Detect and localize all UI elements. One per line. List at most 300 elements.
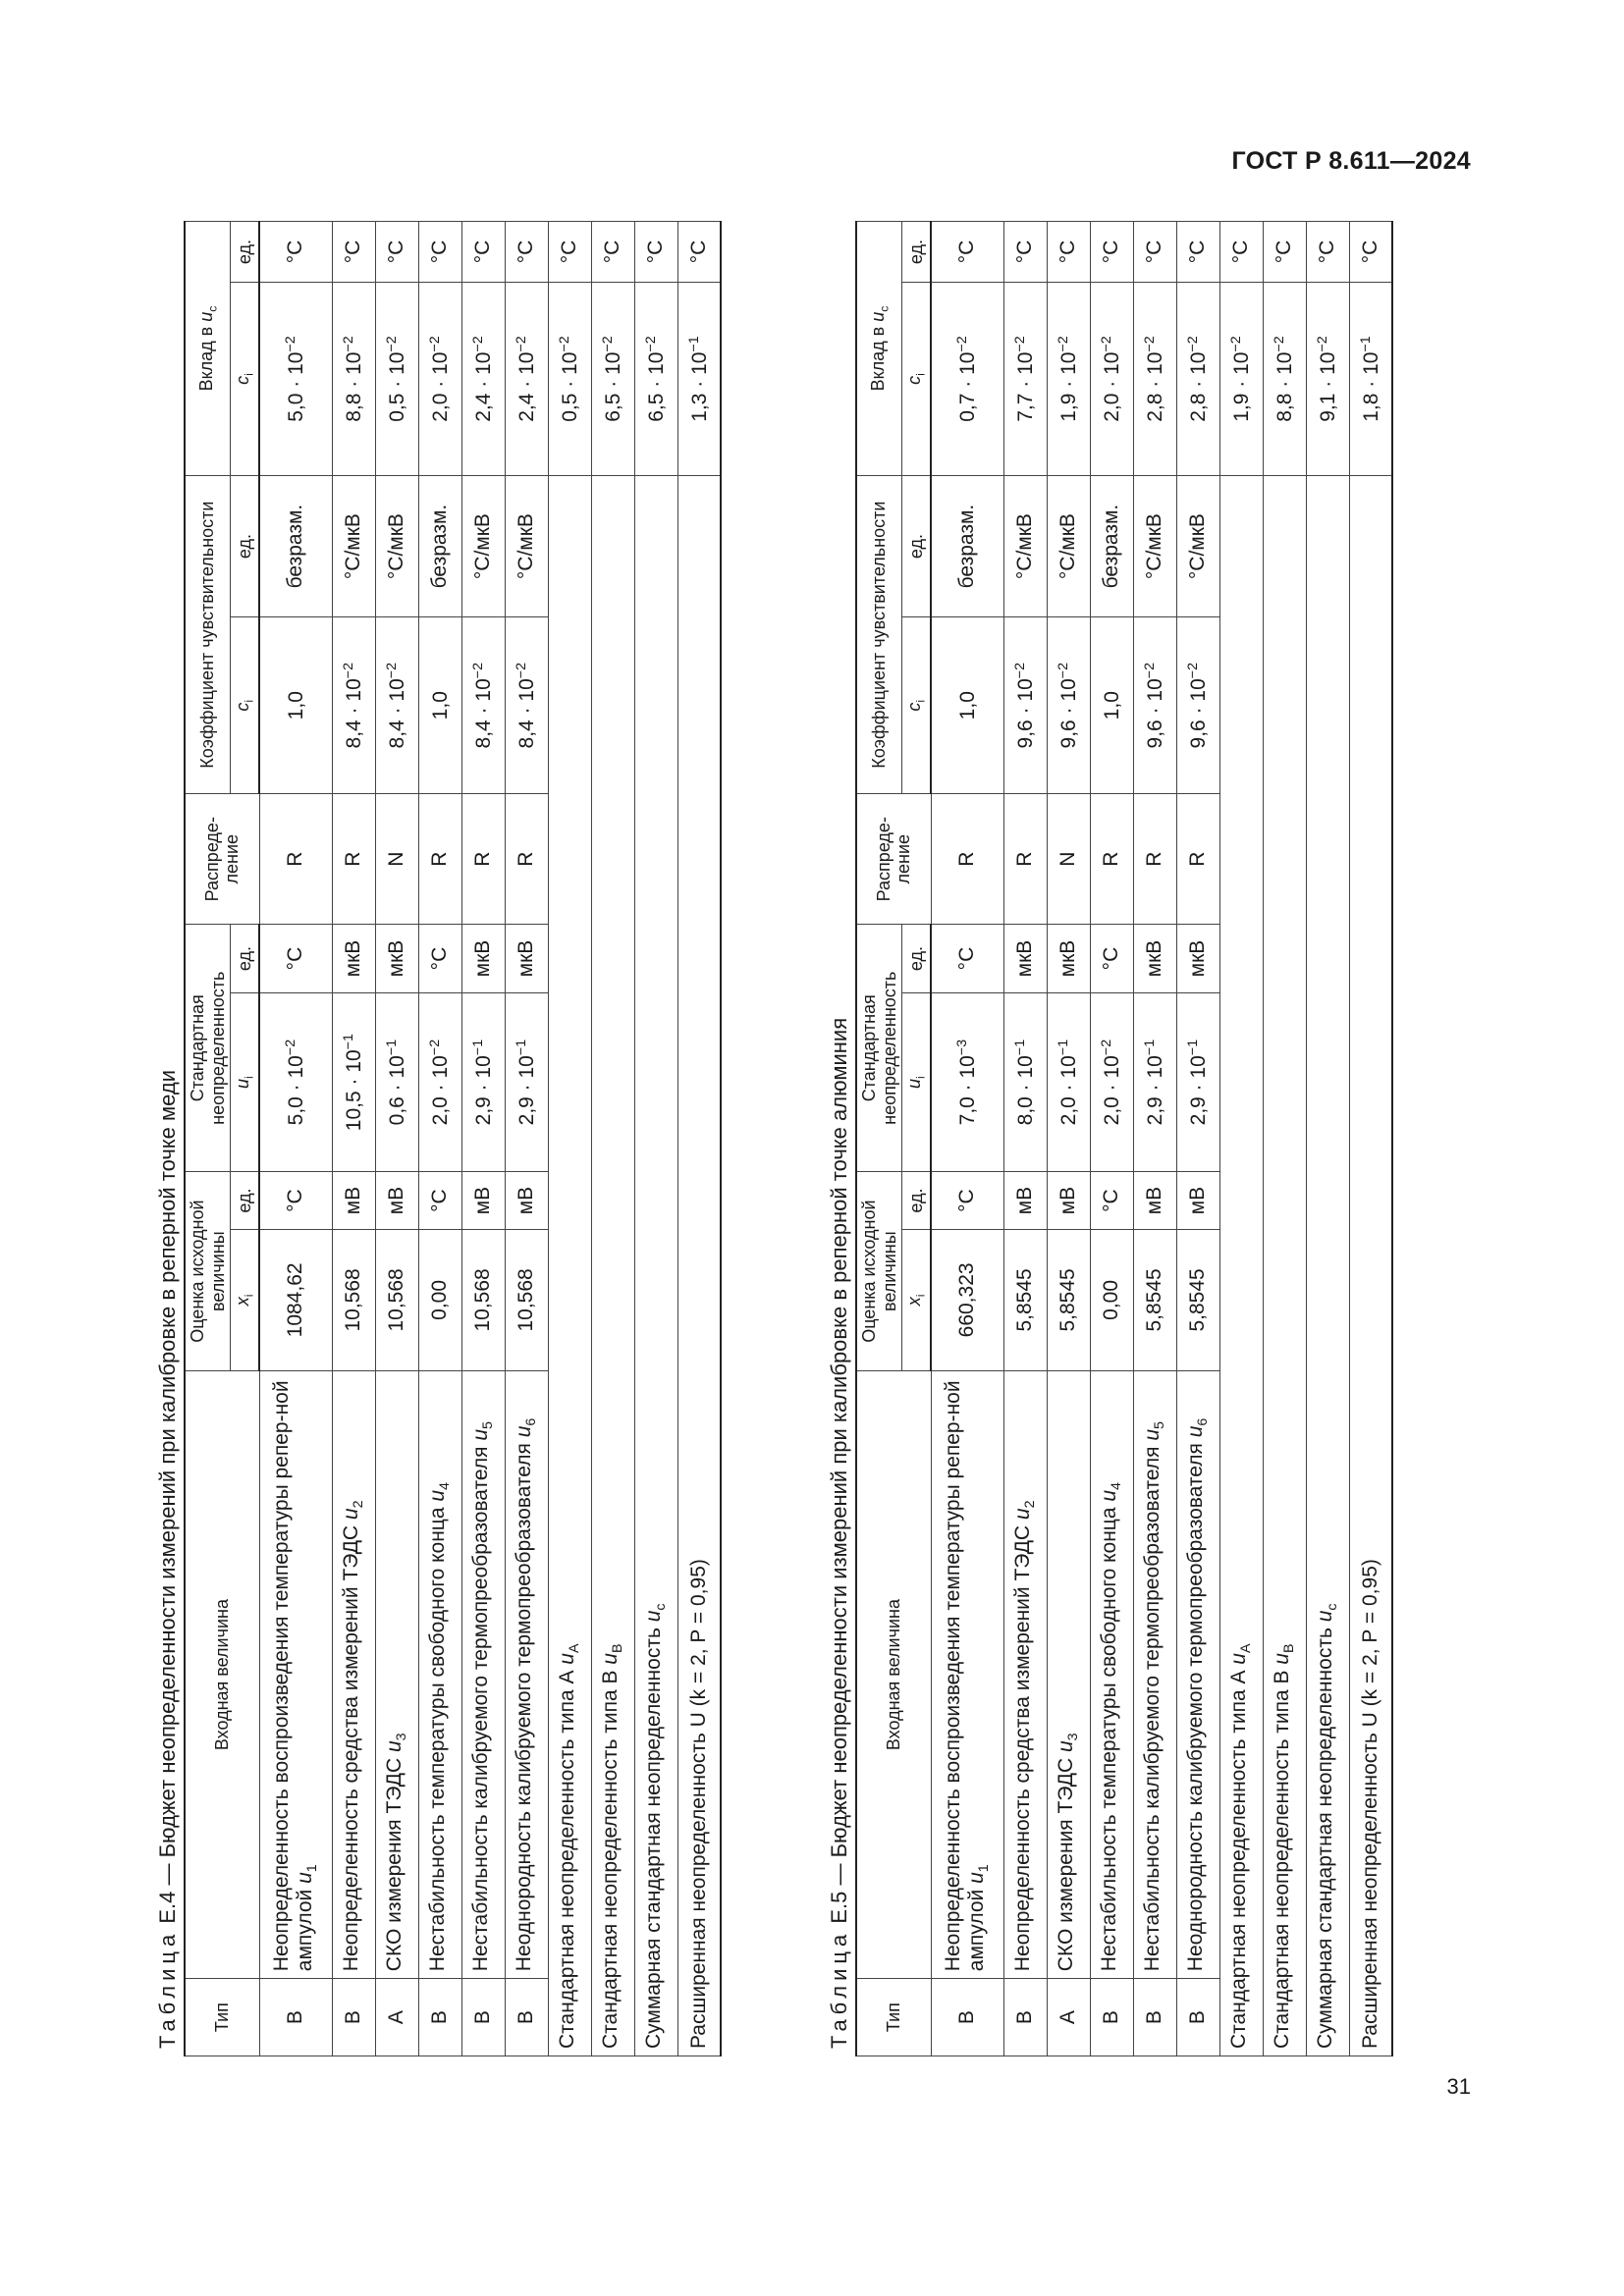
- cell-distribution: R: [931, 794, 1003, 925]
- cell-type: B: [505, 1979, 548, 2056]
- cell-contribution: [259, 282, 332, 475]
- symbol-index: 3: [1065, 1733, 1082, 1741]
- value-exponent: −2: [1185, 336, 1202, 352]
- cell-sensitivity: [1133, 617, 1176, 794]
- value-mantissa: 8,4 · 10: [386, 678, 409, 749]
- cell-input: [931, 1370, 1003, 1978]
- cell-sensitivity-unit: безразм.: [259, 476, 332, 617]
- value-mantissa: 1,0: [1101, 691, 1124, 721]
- cell-sensitivity: [375, 617, 418, 794]
- value-exponent: −2: [954, 336, 971, 352]
- input-label: Нестабильность калибруемого термопреобразователя: [1141, 1440, 1164, 1972]
- cell-estimate: 10,568: [332, 1229, 375, 1370]
- col-unit-header: ед.: [231, 222, 259, 283]
- input-label: Неопределенность средства измерений ТЭДС: [1011, 1520, 1035, 1972]
- value-exponent: −2: [1142, 336, 1159, 352]
- symbol: u: [1314, 1610, 1337, 1623]
- value-exponent: −1: [470, 1039, 487, 1056]
- summary-label: [1219, 476, 1263, 2056]
- symbol-index: c: [653, 1603, 670, 1611]
- symbol-index: i: [242, 699, 256, 703]
- summary-label: [591, 476, 634, 2056]
- table-row: [418, 222, 461, 2056]
- cell-type: A: [1047, 1979, 1090, 2056]
- table-row: [1090, 222, 1133, 2056]
- value-mantissa: 7,0 · 10: [956, 1055, 980, 1126]
- cell-contribution-unit: °C: [505, 222, 548, 283]
- symbol: c: [904, 702, 925, 712]
- symbol-index: 5: [1152, 1421, 1168, 1429]
- cell-contribution-unit: °C: [1003, 222, 1047, 283]
- col-type-header: Тип: [185, 1979, 259, 2056]
- value-exponent: −2: [341, 662, 357, 679]
- symbol-index: 1: [304, 1864, 321, 1873]
- value-exponent: −2: [470, 336, 487, 352]
- value-mantissa: 7,7 · 10: [1014, 351, 1038, 422]
- symbol-index: i: [913, 373, 928, 376]
- cell-distribution: R: [1003, 794, 1047, 925]
- value-exponent: −2: [514, 336, 530, 352]
- symbol: c: [233, 375, 253, 385]
- value-exponent: −2: [1142, 662, 1159, 679]
- cell-contribution-unit: °C: [375, 222, 418, 283]
- value-mantissa: 0,5 · 10: [386, 351, 409, 422]
- summary-row: [677, 222, 721, 2056]
- cell-sensitivity-unit: °C/мкВ: [1003, 476, 1047, 617]
- value-mantissa: 2,0 · 10: [429, 351, 453, 422]
- cell-sensitivity-unit: °C/мкВ: [1176, 476, 1219, 617]
- value-exponent: −1: [1185, 1039, 1202, 1056]
- cell-sensitivity-unit: °C/мкВ: [1133, 476, 1176, 617]
- cell-estimate-unit: мВ: [1176, 1172, 1219, 1230]
- uncertainty-budget-table: [855, 221, 1393, 2056]
- cell-type: B: [1176, 1979, 1219, 2056]
- cell-std-uncertainty-unit: мкВ: [1003, 925, 1047, 993]
- cell-sensitivity-unit: безразм.: [1090, 476, 1133, 617]
- symbol: u: [642, 1610, 666, 1623]
- cell-estimate-unit: °C: [259, 1172, 332, 1230]
- col-unit-header: ед.: [231, 476, 259, 617]
- col-x-header: [231, 1229, 259, 1370]
- summary-contribution: [634, 282, 677, 475]
- value-mantissa: 2,9 · 10: [1187, 1055, 1211, 1126]
- value-mantissa: 2,8 · 10: [1187, 351, 1211, 422]
- summary-text: Стандартная неопределенность типа А: [1227, 1664, 1251, 2049]
- summary-row: [634, 222, 677, 2056]
- input-label: Неопределенность воспроизведения температуры репер-ной ампулой: [270, 1380, 317, 1972]
- cell-std-uncertainty-unit: мкВ: [332, 925, 375, 993]
- cell-estimate: 10,568: [505, 1229, 548, 1370]
- symbol-index: A: [567, 1643, 583, 1653]
- cell-sensitivity: [1047, 617, 1090, 794]
- summary-contribution-unit: °C: [634, 222, 677, 283]
- symbol-index: i: [913, 1076, 928, 1079]
- value-exponent: −2: [341, 336, 357, 352]
- symbol: u: [1141, 1428, 1164, 1441]
- standard-designation: ГОСТ Р 8.611—2024: [1231, 147, 1471, 175]
- table-row: [259, 222, 332, 2056]
- cell-distribution: R: [259, 794, 332, 925]
- symbol: u: [383, 1740, 406, 1753]
- summary-contribution: [1219, 282, 1263, 475]
- symbol-index: 2: [1022, 1500, 1039, 1509]
- cell-estimate: 5,8545: [1133, 1229, 1176, 1370]
- value-mantissa: 9,1 · 10: [1317, 351, 1340, 422]
- summary-contribution-unit: °C: [548, 222, 591, 283]
- cell-distribution: R: [418, 794, 461, 925]
- cell-std-uncertainty-unit: °C: [259, 925, 332, 993]
- value-exponent: −2: [1012, 662, 1029, 679]
- value-mantissa: 8,4 · 10: [343, 678, 366, 749]
- cell-std-uncertainty: [375, 992, 418, 1171]
- table-e4-block: [152, 221, 820, 2056]
- table-caption: [152, 221, 184, 2049]
- cell-contribution: [1176, 282, 1219, 475]
- summary-contribution: [548, 282, 591, 475]
- summary-contribution-unit: °C: [1306, 222, 1349, 283]
- symbol-index: 1: [976, 1864, 993, 1873]
- cell-std-uncertainty-unit: °C: [1090, 925, 1133, 993]
- input-label: СКО измерения ТЭДС: [1055, 1752, 1078, 1972]
- cell-input: [505, 1370, 548, 1978]
- cell-std-uncertainty: [1090, 992, 1133, 1171]
- cell-estimate-unit: °C: [931, 1172, 1003, 1230]
- table-row: [1133, 222, 1176, 2056]
- col-c-header: [902, 282, 931, 475]
- col-type-header: Тип: [856, 1979, 931, 2056]
- value-mantissa: 2,9 · 10: [515, 1055, 539, 1126]
- col-sensitivity-header: Коэффициент чувствительности: [185, 476, 231, 794]
- cell-std-uncertainty-unit: мкВ: [1047, 925, 1090, 993]
- cell-estimate-unit: мВ: [1003, 1172, 1047, 1230]
- symbol: u: [1271, 1653, 1294, 1665]
- symbol: u: [1098, 1489, 1121, 1502]
- value-exponent: −2: [1315, 336, 1331, 352]
- value-mantissa: 2,4 · 10: [515, 351, 539, 422]
- col-unit-header: ед.: [902, 222, 931, 283]
- col-contribution-header: [185, 222, 231, 476]
- cell-estimate-unit: мВ: [1047, 1172, 1090, 1230]
- value-exponent: −3: [954, 1039, 971, 1056]
- header-row: [185, 222, 231, 2056]
- col-c-header: [231, 617, 259, 794]
- summary-label: [548, 476, 591, 2056]
- caption-prefix: Таблица: [155, 1929, 180, 2049]
- table-caption: [824, 221, 855, 2049]
- cell-std-uncertainty: [259, 992, 332, 1171]
- col-std-uncertainty-header: Стандартная неопределенность: [185, 925, 231, 1172]
- cell-std-uncertainty: [931, 992, 1003, 1171]
- symbol-index: 6: [523, 1417, 540, 1426]
- cell-estimate: 0,00: [418, 1229, 461, 1370]
- value-mantissa: 1,9 · 10: [1057, 351, 1081, 422]
- symbol: u: [513, 1425, 536, 1438]
- col-sensitivity-header: Коэффициент чувствительности: [856, 476, 902, 794]
- value-exponent: −1: [514, 1039, 530, 1056]
- value-exponent: −1: [1056, 1039, 1072, 1056]
- input-label: Нестабильность калибруемого термопреобразователя: [469, 1440, 493, 1972]
- symbol: u: [426, 1489, 450, 1502]
- summary-contribution: [1349, 282, 1392, 475]
- symbol-index: A: [1238, 1643, 1255, 1653]
- cell-sensitivity: [461, 617, 505, 794]
- cell-sensitivity: [332, 617, 375, 794]
- cell-type: B: [418, 1979, 461, 2056]
- value-mantissa: 0,7 · 10: [956, 351, 980, 422]
- cell-input: [332, 1370, 375, 1978]
- cell-contribution-unit: °C: [1090, 222, 1133, 283]
- cell-estimate: 660,323: [931, 1229, 1003, 1370]
- col-unit-header: ед.: [231, 1172, 259, 1230]
- cell-estimate-unit: мВ: [332, 1172, 375, 1230]
- cell-estimate: 5,8545: [1003, 1229, 1047, 1370]
- cell-contribution-unit: °C: [1047, 222, 1090, 283]
- table-row: [1047, 222, 1090, 2056]
- cell-estimate-unit: °C: [1090, 1172, 1133, 1230]
- cell-std-uncertainty: [505, 992, 548, 1171]
- cell-sensitivity: [505, 617, 548, 794]
- symbol-index: B: [1281, 1643, 1298, 1653]
- cell-distribution: N: [375, 794, 418, 925]
- value-mantissa: 6,5 · 10: [645, 351, 669, 422]
- value-exponent: −2: [514, 662, 530, 679]
- value-mantissa: 1,8 · 10: [1359, 351, 1382, 422]
- cell-std-uncertainty-unit: °C: [931, 925, 1003, 993]
- value-exponent: −2: [643, 336, 660, 352]
- summary-contribution-unit: °C: [591, 222, 634, 283]
- col-contribution-header: [856, 222, 902, 476]
- page-number: 31: [1446, 2074, 1471, 2099]
- value-mantissa: 5,0 · 10: [285, 351, 308, 422]
- value-exponent: −2: [283, 1039, 299, 1056]
- cell-contribution: [332, 282, 375, 475]
- cell-input: [418, 1370, 461, 1978]
- caption-prefix: Таблица: [827, 1929, 851, 2049]
- summary-text: Расширенная неопределенность U (k = 2, P = 0,95): [1358, 1559, 1381, 2049]
- summary-row: [1219, 222, 1263, 2056]
- cell-input: [1133, 1370, 1176, 1978]
- table-row: [461, 222, 505, 2056]
- symbol-index: 5: [480, 1421, 497, 1429]
- cell-std-uncertainty-unit: мкВ: [1176, 925, 1219, 993]
- value-exponent: −2: [1056, 336, 1072, 352]
- contribution-prefix: Вклад в: [867, 321, 888, 392]
- value-mantissa: 8,8 · 10: [343, 351, 366, 422]
- symbol-index: i: [913, 699, 928, 703]
- cell-contribution-unit: °C: [332, 222, 375, 283]
- value-mantissa: 8,8 · 10: [1273, 351, 1297, 422]
- cell-std-uncertainty: [1047, 992, 1090, 1171]
- col-input-header: Входная величина: [856, 1370, 931, 1978]
- cell-sensitivity-unit: безразм.: [931, 476, 1003, 617]
- cell-sensitivity-unit: °C/мкВ: [375, 476, 418, 617]
- col-estimate-header: Оценка исходной величины: [856, 1172, 902, 1371]
- header-row: [856, 222, 902, 2056]
- symbol-index: i: [242, 1076, 256, 1079]
- value-mantissa: 2,9 · 10: [1144, 1055, 1167, 1126]
- value-exponent: −1: [1012, 1039, 1029, 1056]
- table-row: [1176, 222, 1219, 2056]
- symbol: u: [469, 1428, 493, 1441]
- symbol-index: 4: [437, 1482, 454, 1490]
- symbol: u: [294, 1872, 317, 1884]
- input-label: Нестабильность температуры свободного конца: [1098, 1501, 1121, 1972]
- summary-contribution: [591, 282, 634, 475]
- summary-label: [634, 476, 677, 2056]
- symbol: u: [340, 1508, 363, 1521]
- cell-sensitivity-unit: °C/мкВ: [505, 476, 548, 617]
- col-u-header: [231, 992, 259, 1171]
- col-unit-header: ед.: [902, 1172, 931, 1230]
- symbol: u: [1011, 1508, 1035, 1521]
- cell-contribution-unit: °C: [931, 222, 1003, 283]
- value-mantissa: 2,0 · 10: [1057, 1055, 1081, 1126]
- cell-contribution: [1133, 282, 1176, 475]
- cell-input: [1003, 1370, 1047, 1978]
- cell-std-uncertainty: [1003, 992, 1047, 1171]
- caption-text: Е.4 — Бюджет неопределенности измерений при калибровке в реперной точке меди: [155, 1069, 180, 1930]
- symbol-index: c: [205, 305, 220, 312]
- value-mantissa: 1,3 · 10: [687, 351, 711, 422]
- summary-text: Стандартная неопределенность типа В: [1271, 1664, 1294, 2049]
- cell-type: B: [1003, 1979, 1047, 2056]
- cell-contribution: [931, 282, 1003, 475]
- summary-row: [1263, 222, 1306, 2056]
- input-label: Нестабильность температуры свободного конца: [426, 1501, 450, 1972]
- cell-std-uncertainty-unit: мкВ: [1133, 925, 1176, 993]
- cell-sensitivity-unit: безразм.: [418, 476, 461, 617]
- symbol: u: [904, 1078, 925, 1089]
- cell-estimate: 5,8545: [1047, 1229, 1090, 1370]
- cell-type: B: [332, 1979, 375, 2056]
- cell-sensitivity: [1003, 617, 1047, 794]
- col-input-header: Входная величина: [185, 1370, 259, 1978]
- summary-row: [548, 222, 591, 2056]
- col-unit-header: ед.: [231, 925, 259, 993]
- value-exponent: −2: [283, 336, 299, 352]
- symbol-index: c: [877, 305, 892, 312]
- cell-sensitivity: [259, 617, 332, 794]
- value-mantissa: 9,6 · 10: [1014, 678, 1038, 749]
- table-row: [332, 222, 375, 2056]
- value-exponent: −1: [384, 1039, 401, 1056]
- value-exponent: −2: [557, 336, 573, 352]
- symbol-index: B: [610, 1643, 626, 1653]
- cell-type: B: [259, 1979, 332, 2056]
- value-mantissa: 8,4 · 10: [515, 678, 539, 749]
- cell-sensitivity: [1090, 617, 1133, 794]
- cell-contribution: [1047, 282, 1090, 475]
- cell-contribution-unit: °C: [418, 222, 461, 283]
- symbol-index: i: [913, 1294, 928, 1298]
- value-exponent: −2: [1099, 1039, 1115, 1056]
- cell-contribution: [1003, 282, 1047, 475]
- value-exponent: −2: [1185, 662, 1202, 679]
- cell-input: [375, 1370, 418, 1978]
- summary-contribution: [1263, 282, 1306, 475]
- cell-distribution: R: [332, 794, 375, 925]
- value-mantissa: 8,4 · 10: [472, 678, 496, 749]
- cell-contribution: [461, 282, 505, 475]
- cell-std-uncertainty-unit: мкВ: [375, 925, 418, 993]
- value-mantissa: 6,5 · 10: [602, 351, 625, 422]
- cell-std-uncertainty: [461, 992, 505, 1171]
- value-exponent: −2: [1099, 336, 1115, 352]
- value-exponent: −2: [1272, 336, 1288, 352]
- symbol: u: [867, 311, 888, 322]
- cell-distribution: R: [1176, 794, 1219, 925]
- col-u-header: [902, 992, 931, 1171]
- summary-contribution-unit: °C: [1349, 222, 1392, 283]
- cell-type: B: [1090, 1979, 1133, 2056]
- col-x-header: [902, 1229, 931, 1370]
- caption-text: Е.5 — Бюджет неопределенности измерений при калибровке в реперной точке алюминия: [827, 1017, 851, 1930]
- cell-sensitivity-unit: °C/мкВ: [461, 476, 505, 617]
- symbol-index: 6: [1195, 1417, 1212, 1426]
- col-estimate-header: Оценка исходной величины: [185, 1172, 231, 1371]
- summary-contribution: [677, 282, 721, 475]
- symbol: x: [904, 1297, 925, 1307]
- value-mantissa: 1,0: [285, 691, 308, 721]
- col-std-uncertainty-header: Стандартная неопределенность: [856, 925, 902, 1172]
- table-row: [1003, 222, 1047, 2056]
- input-label: Неоднородность калибруемого термопреобразователя: [1184, 1437, 1208, 1972]
- col-unit-header: ед.: [902, 925, 931, 993]
- symbol: c: [233, 702, 253, 712]
- table-e5-block: [824, 221, 1491, 2056]
- input-label: Неопределенность средства измерений ТЭДС: [340, 1520, 363, 1972]
- symbol: u: [1227, 1653, 1251, 1665]
- symbol: u: [599, 1653, 623, 1665]
- cell-std-uncertainty-unit: мкВ: [461, 925, 505, 993]
- summary-contribution-unit: °C: [1263, 222, 1306, 283]
- cell-estimate-unit: мВ: [1133, 1172, 1176, 1230]
- value-mantissa: 2,0 · 10: [1101, 351, 1124, 422]
- value-exponent: −2: [600, 336, 617, 352]
- value-mantissa: 9,6 · 10: [1057, 678, 1081, 749]
- value-exponent: −2: [384, 336, 401, 352]
- col-c-header: [231, 282, 259, 475]
- value-exponent: −2: [427, 336, 444, 352]
- symbol-index: 2: [351, 1500, 367, 1509]
- value-mantissa: 10,5 · 10: [343, 1049, 366, 1132]
- cell-contribution-unit: °C: [461, 222, 505, 283]
- contribution-prefix: Вклад в: [195, 321, 216, 392]
- value-exponent: −2: [470, 662, 487, 679]
- cell-sensitivity-unit: °C/мкВ: [332, 476, 375, 617]
- value-mantissa: 9,6 · 10: [1187, 678, 1211, 749]
- symbol: u: [233, 1078, 253, 1089]
- cell-estimate: 10,568: [461, 1229, 505, 1370]
- value-exponent: −1: [1142, 1039, 1159, 1056]
- symbol: c: [904, 375, 925, 385]
- symbol-index: 4: [1109, 1482, 1125, 1490]
- cell-estimate-unit: мВ: [375, 1172, 418, 1230]
- summary-text: Стандартная неопределенность типа А: [556, 1664, 579, 2049]
- value-exponent: −1: [685, 336, 702, 352]
- cell-input: [1090, 1370, 1133, 1978]
- cell-sensitivity: [931, 617, 1003, 794]
- cell-contribution-unit: °C: [1176, 222, 1219, 283]
- summary-row: [591, 222, 634, 2056]
- summary-label: [1349, 476, 1392, 2056]
- cell-contribution: [505, 282, 548, 475]
- cell-estimate: 10,568: [375, 1229, 418, 1370]
- cell-type: B: [1133, 1979, 1176, 2056]
- cell-estimate-unit: мВ: [505, 1172, 548, 1230]
- value-mantissa: 2,9 · 10: [472, 1055, 496, 1126]
- value-exponent: −2: [1056, 662, 1072, 679]
